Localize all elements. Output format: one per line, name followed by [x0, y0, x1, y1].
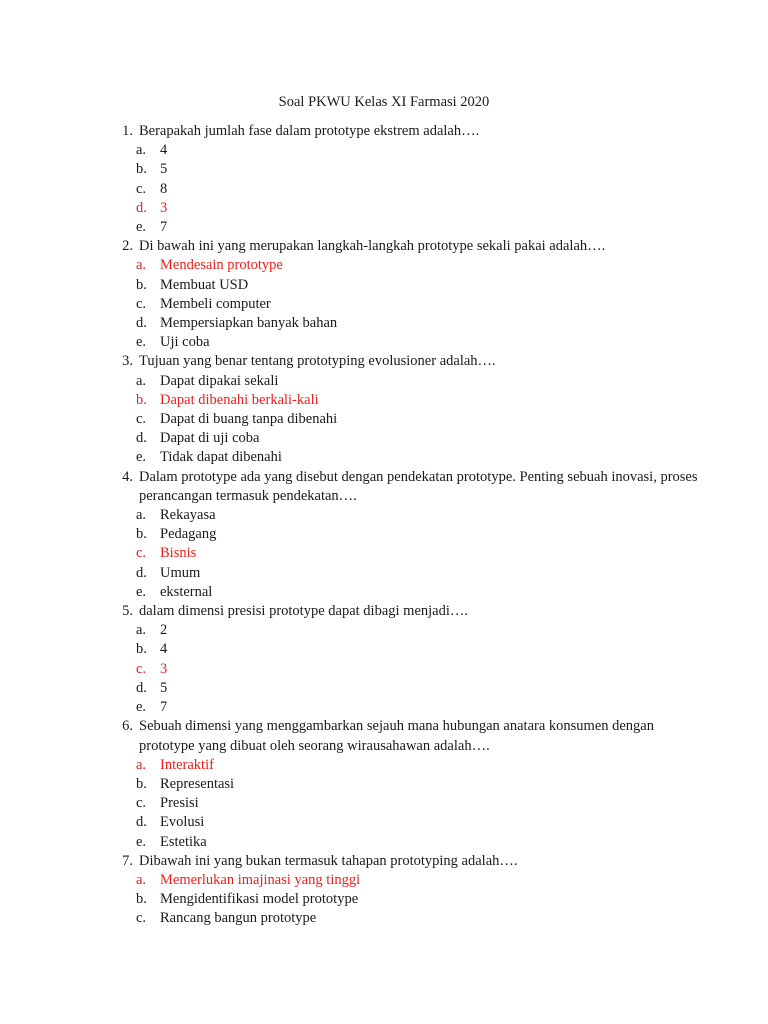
- answer-option: [0, 833, 768, 852]
- answer-option-correct: [0, 256, 768, 275]
- option-text: Bisnis: [160, 545, 197, 562]
- option-text: Rancang bangun prototype: [160, 910, 317, 927]
- question-4: [0, 468, 768, 602]
- option-text: Pedagang: [160, 526, 217, 543]
- option-letter: d.: [136, 564, 147, 581]
- option-text: Presisi: [160, 795, 199, 812]
- answer-option: [0, 506, 768, 525]
- question-number: 1.: [122, 123, 133, 139]
- question-number: 3.: [122, 353, 133, 370]
- answer-option: [0, 429, 768, 448]
- option-text: Dapat di uji coba: [160, 430, 260, 447]
- option-text: Uji coba: [160, 334, 210, 351]
- question-number: 4.: [122, 468, 133, 485]
- option-letter: b.: [136, 276, 147, 293]
- option-letter: e.: [136, 219, 147, 236]
- question-1: [0, 122, 768, 237]
- option-letter: e.: [136, 583, 147, 600]
- answer-option: [0, 448, 768, 467]
- option-letter: d.: [136, 430, 147, 447]
- answer-option: [0, 909, 768, 928]
- question-text: Dibawah ini yang bukan termasuk tahapan prototyping adalah….: [139, 852, 518, 869]
- option-letter: e.: [136, 833, 147, 850]
- answer-option-correct: [0, 544, 768, 563]
- option-text: 3: [160, 199, 168, 216]
- question-text: Sebuah dimensi yang menggambarkan sejauh mana hubungan anatara konsumen dengan prototype yang dibuat oleh seorang wirausahawan adalah….: [139, 718, 654, 754]
- question-number: 5.: [122, 603, 133, 620]
- answer-option: [0, 679, 768, 698]
- option-text: Rekayasa: [160, 507, 216, 524]
- option-text: Membuat USD: [160, 276, 249, 293]
- question-line: [0, 602, 768, 621]
- option-text: 8: [160, 180, 168, 197]
- question-number: 2.: [122, 238, 133, 255]
- option-text: 7: [160, 699, 168, 716]
- option-text: 2: [160, 622, 168, 639]
- question-2: [0, 237, 768, 352]
- option-text: Interaktif: [160, 756, 214, 773]
- question-text: Tujuan yang benar tentang prototyping evolusioner adalah….: [139, 353, 496, 370]
- option-text: 7: [160, 219, 168, 236]
- answer-option: [0, 583, 768, 602]
- option-text: Mendesain prototype: [160, 257, 283, 274]
- option-text: 4: [160, 641, 168, 658]
- question-text: Dalam prototype ada yang disebut dengan pendekatan prototype. Penting sebuah inovasi, proses perancangan termasuk pendekatan….: [139, 468, 698, 504]
- option-letter: b.: [136, 526, 147, 543]
- question-line: [0, 352, 768, 371]
- answer-option: [0, 775, 768, 794]
- option-text: 4: [160, 142, 168, 159]
- option-text: Mengidentifikasi model prototype: [160, 891, 359, 908]
- answer-option: [0, 333, 768, 352]
- option-letter: c.: [136, 295, 147, 312]
- question-list: [0, 122, 768, 929]
- option-text: Memerlukan imajinasi yang tinggi: [160, 871, 361, 888]
- option-text: Dapat di buang tanpa dibenahi: [160, 411, 338, 428]
- option-letter: e.: [136, 699, 147, 716]
- question-line: [0, 237, 768, 256]
- answer-option: [0, 621, 768, 640]
- question-number: 6.: [122, 718, 133, 735]
- option-letter: c.: [136, 545, 147, 562]
- page-title: Soal PKWU Kelas XI Farmasi 2020: [278, 94, 490, 110]
- option-letter: d.: [136, 814, 147, 831]
- option-text: Tidak dapat dibenahi: [160, 449, 282, 466]
- answer-option: [0, 218, 768, 237]
- option-letter: a.: [136, 142, 147, 159]
- answer-option: [0, 525, 768, 544]
- option-text: Dapat dipakai sekali: [160, 372, 279, 389]
- question-line: [0, 717, 768, 755]
- answer-option: [0, 640, 768, 659]
- answer-option-correct: [0, 199, 768, 218]
- option-letter: a.: [136, 622, 147, 639]
- option-letter: b.: [136, 391, 147, 408]
- answer-option-correct: [0, 756, 768, 775]
- answer-option: [0, 794, 768, 813]
- answer-option: [0, 372, 768, 391]
- answer-option: [0, 698, 768, 717]
- option-letter: e.: [136, 449, 147, 466]
- option-text: 5: [160, 161, 168, 178]
- option-letter: b.: [136, 775, 147, 792]
- option-text: Membeli computer: [160, 295, 271, 312]
- question-text: Berapakah jumlah fase dalam prototype ekstrem adalah….: [139, 123, 480, 139]
- question-6: [0, 717, 768, 851]
- answer-option-correct: [0, 391, 768, 410]
- option-letter: d.: [136, 315, 147, 332]
- option-text: Representasi: [160, 775, 235, 792]
- option-letter: c.: [136, 910, 147, 927]
- answer-option-correct: [0, 660, 768, 679]
- question-line: [0, 852, 768, 871]
- answer-option: [0, 295, 768, 314]
- answer-option: [0, 141, 768, 160]
- question-line: [0, 122, 768, 141]
- option-letter: c.: [136, 411, 147, 428]
- option-text: 5: [160, 679, 168, 696]
- option-text: Mempersiapkan banyak bahan: [160, 315, 338, 332]
- answer-option-correct: [0, 871, 768, 890]
- answer-option: [0, 410, 768, 429]
- option-letter: b.: [136, 641, 147, 658]
- option-letter: a.: [136, 756, 147, 773]
- question-3: [0, 352, 768, 467]
- option-letter: c.: [136, 660, 147, 677]
- question-5: [0, 602, 768, 717]
- option-letter: d.: [136, 199, 147, 216]
- question-text: Di bawah ini yang merupakan langkah-langkah prototype sekali pakai adalah….: [139, 238, 606, 255]
- answer-option: [0, 314, 768, 333]
- answer-option: [0, 276, 768, 295]
- answer-option: [0, 813, 768, 832]
- option-letter: e.: [136, 334, 147, 351]
- option-text: Umum: [160, 564, 201, 581]
- option-text: Evolusi: [160, 814, 205, 831]
- option-letter: b.: [136, 161, 147, 178]
- question-7: [0, 852, 768, 929]
- option-letter: d.: [136, 679, 147, 696]
- option-letter: c.: [136, 795, 147, 812]
- answer-option: [0, 160, 768, 179]
- option-letter: a.: [136, 372, 147, 389]
- question-line: [0, 468, 768, 506]
- option-letter: a.: [136, 257, 147, 274]
- answer-option: [0, 180, 768, 199]
- question-text: dalam dimensi presisi prototype dapat dibagi menjadi….: [139, 603, 468, 620]
- answer-option: [0, 564, 768, 583]
- option-letter: a.: [136, 507, 147, 524]
- option-letter: c.: [136, 180, 147, 197]
- option-text: Dapat dibenahi berkali-kali: [160, 391, 319, 408]
- option-text: eksternal: [160, 583, 213, 600]
- answer-option: [0, 890, 768, 909]
- option-text: 3: [160, 660, 168, 677]
- option-letter: b.: [136, 891, 147, 908]
- question-number: 7.: [122, 852, 133, 869]
- option-text: Estetika: [160, 833, 207, 850]
- option-letter: a.: [136, 871, 147, 888]
